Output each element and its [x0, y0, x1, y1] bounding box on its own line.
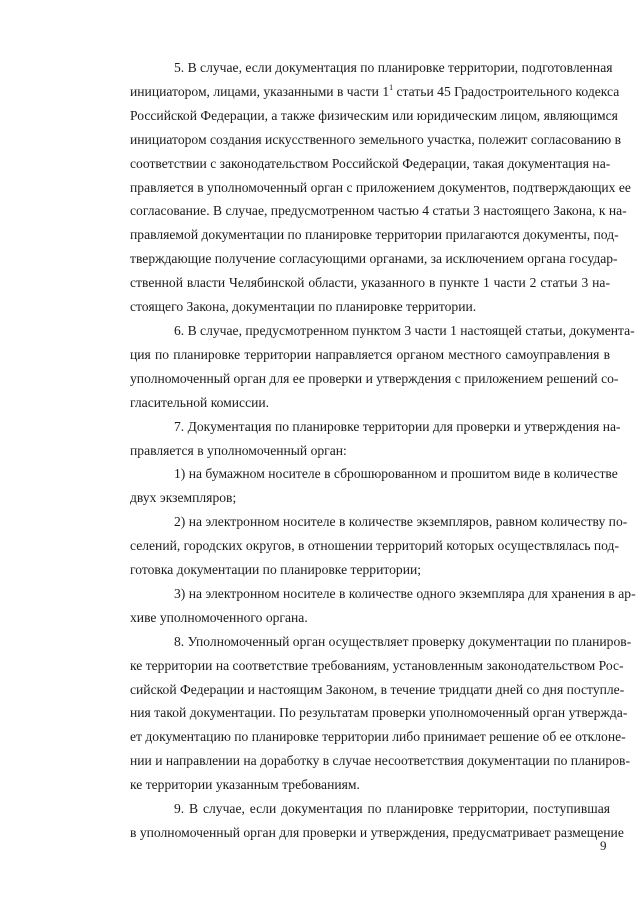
text-line: 2) на электронном носителе в количестве экземпляров, равном количеству по-: [174, 514, 628, 530]
text-line: согласование. В случае, предусмотренном частью 4 статьи 3 настоящего Закона, к на-: [130, 203, 627, 219]
text-line: двух экземпляров;: [130, 490, 237, 506]
text-line: 6. В случае, предусмотренном пунктом 3 части 1 настоящей статьи, документа-: [174, 322, 635, 338]
text-line: тверждающие получение согласующими органами, за исключением органа государ-: [130, 251, 618, 267]
text-fragment: инициатором, лицами, указанными в части 1: [130, 83, 390, 99]
list-item-3: [86, 582, 636, 630]
text-line: ет документацию по планировке территории либо принимает решение об ее отклоне-: [130, 729, 626, 745]
text-line: ния такой документации. По результатам проверки уполномоченный орган утвержда-: [130, 705, 628, 721]
page-number: 9: [600, 838, 607, 853]
paragraph-6: [86, 319, 635, 415]
text-line: правляемой документации по планировке территории прилагаются документы, под-: [130, 227, 619, 243]
text-line: правляется в уполномоченный орган:: [130, 442, 347, 458]
text-line: нии и направлении на доработку в случае несоответствия документации по планиров-: [130, 753, 630, 769]
text-line: 5. В случае, если документация по планировке территории, подготовленная: [174, 60, 613, 75]
text-line: стоящего Закона, документации по планировке территории.: [130, 299, 477, 315]
text-line: соответствии с законодательством Российской Федерации, такая документация на-: [130, 155, 611, 171]
text-line: 7. Документация по планировке территории для проверки и утверждения на-: [174, 418, 621, 434]
text-line: 3) на электронном носителе в количестве одного экземпляра для хранения в ар-: [174, 585, 636, 601]
paragraph-9: [86, 797, 624, 845]
text-line: хиве уполномоченного органа.: [130, 609, 308, 625]
text-line: гласительной комиссии.: [130, 394, 270, 410]
list-item-1: [86, 462, 618, 510]
paragraph-5: [86, 56, 631, 319]
text-line: ке территории на соответствие требованиям, установленным законодательством Рос-: [130, 657, 624, 673]
text-line: инициатором создания искусственного земельного участка, полежит согласованию в: [130, 131, 621, 147]
list-item-2: [86, 510, 628, 582]
text-line: селений, городских округов, в отношении территорий которых осуществлялась под-: [130, 538, 619, 554]
text-line: Российской Федерации, а также физическим или юридическим лицом, являющимся: [130, 107, 618, 123]
paragraph-7: [86, 415, 621, 463]
text-line: [86, 80, 620, 104]
text-line: 8. Уполномоченный орган осуществляет проверку документации по планиров-: [174, 633, 632, 649]
text-fragment: статьи 45 Градостроительного кодекса: [393, 83, 620, 99]
superscript: 1: [389, 82, 394, 92]
text-line: сийской Федерации и настоящим Законом, в течение тридцати дней со дня поступле-: [130, 681, 625, 697]
text-line: 1) на бумажном носителе в сброшюрованном и прошитом виде в количестве: [174, 466, 618, 482]
text-line: ция по планировке территории направляется органом местного самоуправления в: [130, 346, 610, 362]
text-line: в уполномоченный орган для проверки и утверждения, предусматривает размещение: [130, 825, 624, 840]
text-line: правляется в уполномоченный орган с приложением документов, подтверждающих ее: [130, 179, 631, 195]
text-line: готовка документации по планировке территории;: [130, 562, 422, 578]
paragraph-8: [86, 630, 632, 797]
text-line: ственной власти Челябинской области, указанного в пункте 1 части 2 статьи 3 на-: [130, 275, 610, 291]
text-line: уполномоченный орган для ее проверки и утверждения с приложением решений со-: [130, 370, 619, 386]
text-line: ке территории указанным требованиям.: [130, 777, 360, 793]
text-line: 9. В случае, если документация по планировке территории, поступившая: [174, 801, 610, 817]
document-body: [86, 56, 636, 845]
